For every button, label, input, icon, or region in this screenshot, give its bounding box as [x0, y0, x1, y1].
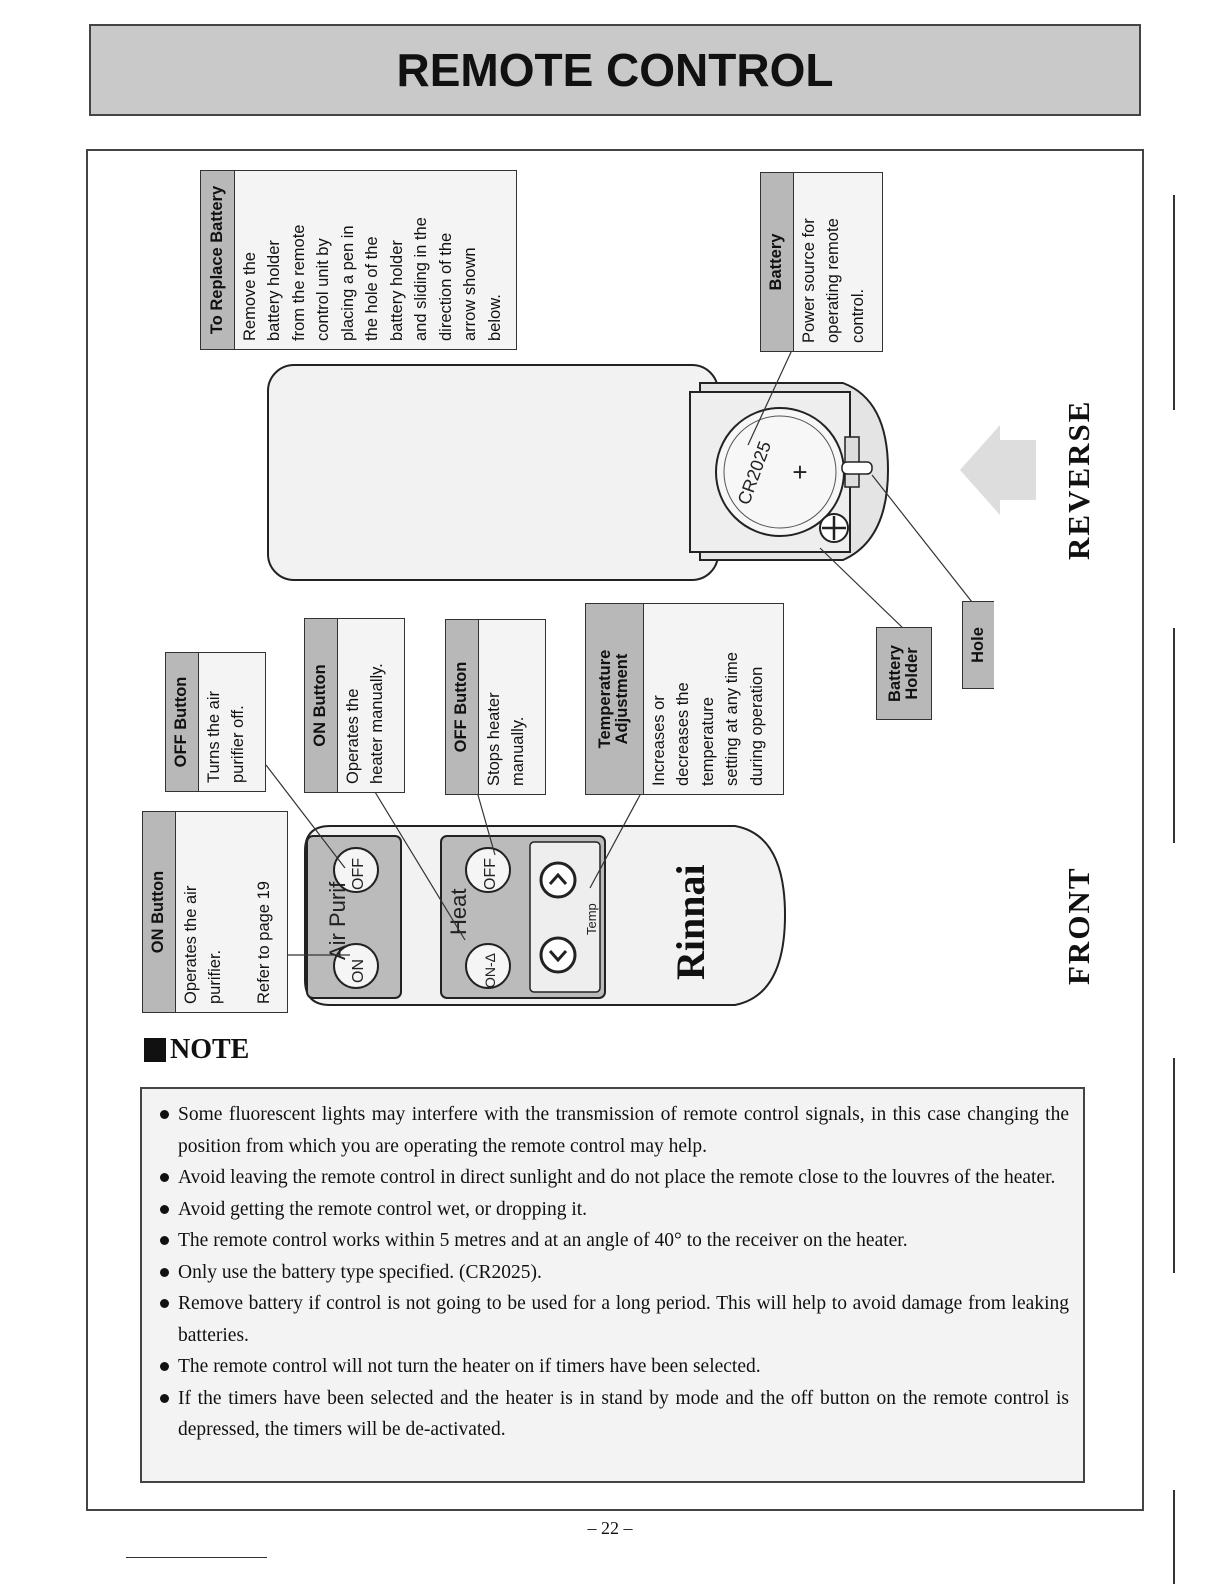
- note-item: Avoid getting the remote control wet, or dropping it.: [160, 1194, 1069, 1226]
- callout-line: temperature: [698, 697, 717, 786]
- callout-line: Operates the air: [181, 885, 200, 1004]
- callout-title: ON Button: [305, 619, 338, 792]
- air-off-key-label: OFF: [350, 858, 367, 890]
- callout-line: the hole of the: [363, 236, 382, 341]
- callout-body: [199, 653, 265, 791]
- callout-line: from the remote: [289, 224, 308, 341]
- air-on-key-label: ON: [350, 959, 367, 983]
- remote-front: [305, 826, 785, 1005]
- temp-label: Temp: [584, 903, 599, 935]
- note-heading-text: NOTE: [170, 1034, 250, 1065]
- callout-body: [794, 173, 882, 351]
- callout-line: heater manually.: [368, 663, 387, 784]
- callout-body: [176, 812, 287, 1012]
- note-item: Only use the battery type specified. (CR2025).: [160, 1257, 1069, 1289]
- callout-title: [586, 604, 644, 794]
- callout-line: Stops heater: [484, 692, 503, 786]
- callout-heater-on-button: [304, 618, 405, 793]
- heat-off-key-label: OFF: [482, 858, 499, 890]
- callout-title: [877, 628, 931, 719]
- callout-heater-off-button: [445, 619, 546, 795]
- heat-label: Heat: [446, 888, 471, 935]
- note-item: Remove battery if control is not going to be used for a long period. This will help to avoid damage from leaking batteries.: [160, 1288, 1069, 1351]
- callout-body: [644, 604, 783, 794]
- callout-title: Battery: [761, 173, 794, 351]
- callout-hole: [962, 601, 994, 689]
- callout-line: during operation: [747, 666, 766, 786]
- battery-plus-label: +: [792, 457, 808, 487]
- callout-battery-holder: [876, 627, 932, 720]
- callout-line: manually.: [509, 716, 528, 786]
- note-list: [160, 1099, 1069, 1446]
- callout-title-line: Holder: [903, 647, 921, 700]
- note-item: Avoid leaving the remote control in direct sunlight and do not place the remote close to the louvres of the heater.: [160, 1162, 1069, 1194]
- note-item: If the timers have been selected and the heater is in stand by mode and the off button on the remote control is depressed, the timers will be de-activated.: [160, 1383, 1069, 1446]
- callout-line: battery holder: [265, 240, 284, 341]
- rinnai-logo: Rinnai: [668, 864, 713, 980]
- margin-rule: [1173, 1058, 1175, 1273]
- note-heading: [144, 1034, 249, 1066]
- callout-body: [338, 619, 404, 792]
- callout-line: Refer to page 19: [255, 881, 274, 1004]
- remote-reverse: [268, 365, 1036, 580]
- callout-line: purifier off.: [229, 705, 248, 783]
- slide-arrow-icon: [960, 425, 1036, 515]
- page-title: REMOTE CONTROL: [396, 44, 834, 96]
- callout-title: OFF Button: [446, 620, 479, 794]
- note-item: Some fluorescent lights may interfere with the transmission of remote control signals, in this case changing the position from which you are operating the remote control may help.: [160, 1099, 1069, 1162]
- note-square-icon: [144, 1038, 166, 1062]
- callout-line: control unit by: [314, 238, 333, 341]
- callout-line: Power source for: [799, 218, 818, 343]
- callout-battery: [760, 172, 883, 352]
- page-number: – 22 –: [587, 1518, 633, 1538]
- callout-line: operating remote: [824, 218, 843, 343]
- reverse-label: REVERSE: [1061, 399, 1096, 560]
- callout-line: Increases or: [649, 695, 668, 786]
- callout-line: decreases the: [674, 682, 693, 786]
- heat-on-key-label: ON-Δ: [482, 952, 498, 988]
- callout-air-off-button: [165, 652, 266, 792]
- note-item: The remote control will not turn the heater on if timers have been selected.: [160, 1351, 1069, 1383]
- callout-line: setting at any time: [723, 652, 742, 786]
- battery-type-label: CR2025: [733, 438, 776, 508]
- callout-body: [479, 620, 545, 794]
- callout-line: arrow shown: [461, 247, 480, 341]
- callout-line: below.: [485, 294, 504, 341]
- callout-line: and sliding in the: [412, 217, 431, 341]
- note-box: [140, 1087, 1085, 1483]
- footer-rule: [126, 1557, 267, 1558]
- margin-rule: [1173, 1490, 1175, 1584]
- callout-body: [235, 171, 516, 349]
- note-item: The remote control works within 5 metres and at an angle of 40° to the receiver on the heater.: [160, 1225, 1069, 1257]
- callout-replace-battery: [200, 170, 517, 350]
- callout-title: To Replace Battery: [201, 171, 235, 349]
- callout-spacer: [228, 820, 253, 1004]
- callout-title-line: Temperature: [596, 649, 615, 749]
- callout-line: Remove the: [240, 252, 259, 341]
- callout-line: direction of the: [436, 232, 455, 341]
- callout-air-on-button: [142, 811, 288, 1013]
- callout-title: ON Button: [143, 812, 176, 1012]
- callout-line: purifier.: [206, 949, 225, 1004]
- callout-temperature-adjustment: [585, 603, 784, 795]
- callout-line: placing a pen in: [338, 225, 357, 341]
- callout-title: Hole: [963, 602, 994, 688]
- callout-line: Turns the air: [204, 690, 223, 783]
- callout-line: control.: [848, 288, 867, 343]
- air-purif-label: Air Purif: [325, 881, 350, 960]
- callout-line: battery holder: [387, 240, 406, 341]
- front-label: FRONT: [1061, 866, 1096, 985]
- callout-title-line: Adjustment: [613, 653, 632, 745]
- callout-title: OFF Button: [166, 653, 199, 791]
- callout-title-line: Battery: [886, 645, 904, 702]
- callout-line: Operates the: [343, 688, 362, 784]
